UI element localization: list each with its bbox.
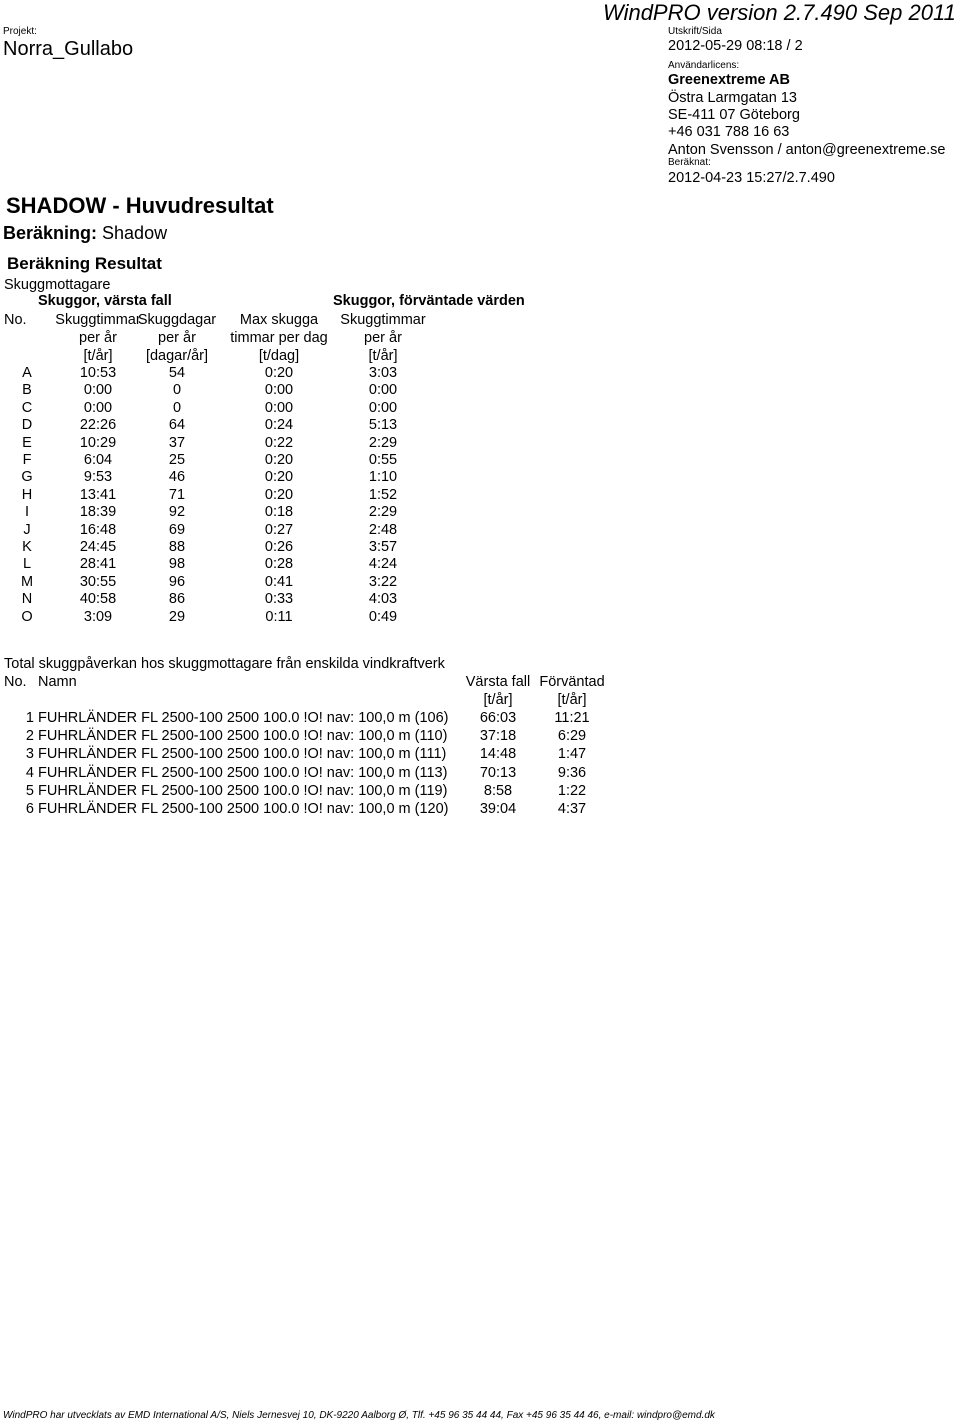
max-shadow: 0:41	[264, 573, 294, 590]
header-expected-unit: [t/år]	[557, 692, 587, 708]
license-phone: +46 031 788 16 63	[668, 124, 790, 140]
expected-hours: 0:00	[368, 399, 398, 416]
table-header-row	[0, 312, 560, 329]
table-row	[0, 591, 560, 608]
expected-hours: 3:22	[368, 573, 398, 590]
table-row	[0, 469, 560, 486]
worst-case-hours: 37:18	[479, 728, 517, 745]
header-name: Namn	[38, 674, 77, 690]
print-label: Utskrift/Sida	[668, 26, 722, 37]
table-row	[0, 609, 560, 626]
table-row	[0, 539, 560, 556]
page-title: SHADOW - Huvudresultat	[6, 193, 274, 218]
calculation-subtitle	[3, 223, 167, 244]
max-shadow: 0:26	[264, 539, 294, 555]
shadow-days: 0	[172, 382, 182, 399]
receiver-id: L	[22, 556, 32, 573]
table-header-row	[0, 330, 560, 347]
shadow-hours: 10:53	[79, 365, 117, 381]
expected-hours: 1:10	[368, 469, 398, 486]
expected-hours: 5:13	[368, 417, 398, 434]
table-row	[0, 765, 640, 783]
software-version: WindPRO version 2.7.490 Sep 2011	[603, 0, 956, 25]
shadow-hours: 3:09	[83, 608, 113, 625]
receiver-id: H	[21, 486, 33, 503]
table-row	[0, 365, 560, 382]
receivers-label: Skuggmottagare	[4, 277, 111, 293]
shadow-days: 71	[168, 486, 186, 503]
header-expected-unit: [t/år]	[368, 348, 398, 364]
project-label: Projekt:	[3, 26, 37, 37]
table-row	[0, 382, 560, 399]
table-row	[0, 574, 560, 591]
turbine-no: 5	[25, 782, 34, 799]
shadow-days: 64	[168, 417, 186, 434]
max-shadow: 0:22	[264, 434, 294, 451]
shadow-days: 92	[168, 504, 186, 521]
table-row	[0, 522, 560, 539]
shadow-days: 69	[168, 521, 186, 538]
expected-hours: 2:29	[368, 434, 398, 451]
turbines-table-title: Total skuggpåverkan hos skuggmottagare från enskilda vindkraftverk	[4, 656, 445, 672]
max-shadow: 0:28	[264, 556, 294, 573]
shadow-days: 37	[168, 434, 186, 451]
shadow-days: 98	[168, 556, 186, 573]
receiver-id: O	[21, 608, 33, 625]
shadow-hours: 28:41	[79, 556, 117, 573]
table-row	[0, 746, 640, 764]
table-row	[0, 487, 560, 504]
turbine-name: FUHRLÄNDER FL 2500-100 2500 100.0 !O! nav: 100,0 m (120)	[38, 801, 449, 817]
max-shadow: 0:20	[264, 365, 294, 381]
turbine-name: FUHRLÄNDER FL 2500-100 2500 100.0 !O! nav: 100,0 m (113)	[38, 764, 448, 781]
shadow-hours: 40:58	[79, 591, 117, 608]
worst-case-hours: 39:04	[479, 801, 517, 817]
expected-hours: 1:47	[557, 746, 587, 763]
expected-hours: 0:55	[368, 452, 398, 468]
expected-hours: 2:29	[368, 504, 398, 521]
project-name: Norra_Gullabo	[3, 38, 134, 60]
receiver-id: K	[22, 539, 32, 555]
header-worst-unit: [t/år]	[483, 692, 513, 708]
receiver-id: D	[21, 417, 33, 434]
table-header-row	[0, 674, 640, 692]
table-row	[0, 435, 560, 452]
table-row	[0, 452, 560, 469]
expected-hours: 4:03	[368, 591, 398, 608]
receiver-id: I	[24, 504, 30, 521]
receiver-id: E	[22, 434, 32, 451]
header-hours-unit: [t/år]	[83, 348, 113, 364]
table-header-row	[0, 692, 640, 710]
receiver-id: M	[20, 573, 34, 590]
table-group-header	[0, 293, 560, 310]
receiver-id: B	[22, 382, 32, 399]
expected-hours: 6:29	[557, 728, 587, 745]
max-shadow: 0:20	[264, 486, 294, 503]
print-value: 2012-05-29 08:18 / 2	[668, 38, 803, 54]
table-row	[0, 710, 640, 728]
expected-hours: 0:00	[368, 382, 398, 399]
shadow-hours: 9:53	[83, 469, 113, 486]
header-no: No.	[4, 674, 27, 690]
header-hours-line2: per år	[79, 330, 117, 346]
receiver-id: J	[23, 521, 31, 538]
table-row	[0, 556, 560, 573]
turbine-name: FUHRLÄNDER FL 2500-100 2500 100.0 !O! nav: 100,0 m (111)	[38, 746, 447, 763]
license-address-2: SE-411 07 Göteborg	[668, 107, 800, 123]
max-shadow: 0:27	[264, 521, 294, 538]
license-label: Användarlicens:	[668, 60, 740, 71]
expected-hours: 3:57	[368, 539, 398, 555]
worst-case-hours: 66:03	[479, 710, 517, 726]
header-days: Skuggdagar	[137, 312, 217, 328]
turbine-no: 6	[25, 801, 34, 817]
max-shadow: 0:11	[265, 608, 293, 625]
shadow-hours: 24:45	[79, 539, 117, 555]
shadow-days: 46	[168, 469, 186, 486]
max-shadow: 0:33	[264, 591, 294, 608]
turbine-name: FUHRLÄNDER FL 2500-100 2500 100.0 !O! nav: 100,0 m (119)	[38, 782, 448, 799]
group-worst-case: Skuggor, värsta fall	[38, 293, 172, 309]
shadow-days: 29	[168, 608, 186, 625]
header-days-unit: [dagar/år]	[145, 348, 209, 364]
header-expected: Förväntad	[539, 674, 605, 690]
max-shadow: 0:18	[264, 504, 294, 521]
receiver-id: A	[22, 365, 32, 381]
max-shadow: 0:00	[264, 382, 294, 399]
shadow-days: 96	[168, 573, 186, 590]
license-address-1: Östra Larmgatan 13	[668, 90, 797, 106]
table-row	[0, 783, 640, 801]
expected-hours: 1:52	[368, 486, 398, 503]
turbine-no: 1	[25, 710, 34, 726]
turbine-no: 2	[25, 728, 34, 745]
header-max: Max skugga	[239, 312, 319, 328]
shadow-days: 25	[168, 452, 186, 468]
table-row	[0, 417, 560, 434]
header-expected: Skuggtimmar	[340, 312, 426, 328]
expected-hours: 11:21	[554, 710, 590, 726]
turbine-name: FUHRLÄNDER FL 2500-100 2500 100.0 !O! nav: 100,0 m (106)	[38, 710, 449, 726]
expected-hours: 0:49	[368, 608, 398, 625]
receiver-id: N	[21, 591, 33, 608]
max-shadow: 0:24	[264, 417, 294, 434]
expected-hours: 4:24	[368, 556, 398, 573]
license-company: Greenextreme AB	[668, 72, 790, 88]
header-max-unit: [t/dag]	[258, 348, 300, 364]
receiver-id: C	[21, 399, 33, 416]
license-contact: Anton Svensson / anton@greenextreme.se	[668, 142, 946, 158]
turbine-no: 3	[25, 746, 34, 763]
shadow-hours: 10:29	[79, 434, 117, 451]
header-hours: Skuggtimmar	[55, 312, 141, 328]
shadow-hours: 16:48	[79, 521, 117, 538]
turbine-name: FUHRLÄNDER FL 2500-100 2500 100.0 !O! nav: 100,0 m (110)	[38, 728, 448, 745]
shadow-hours: 6:04	[83, 452, 113, 468]
table-row	[0, 728, 640, 746]
calculation-label: Beräkning:	[3, 223, 98, 243]
shadow-hours: 0:00	[83, 382, 113, 399]
shadow-days: 0	[172, 399, 182, 416]
max-shadow: 0:20	[264, 469, 294, 486]
shadow-hours: 0:00	[83, 399, 113, 416]
table-row	[0, 400, 560, 417]
max-shadow: 0:00	[264, 399, 294, 416]
shadow-days: 86	[168, 591, 186, 608]
calculation-value: Shadow	[97, 223, 168, 243]
worst-case-hours: 8:58	[483, 782, 513, 799]
section-title: Beräkning Resultat	[7, 254, 162, 273]
shadow-days: 88	[168, 539, 186, 555]
header-days-line2: per år	[158, 330, 196, 346]
calculated-label: Beräknat:	[668, 157, 711, 168]
table-header-row	[0, 348, 560, 365]
expected-hours: 3:03	[368, 365, 398, 381]
header-max-line2: timmar per dag	[230, 330, 328, 346]
worst-case-hours: 14:48	[479, 746, 517, 763]
expected-hours: 2:48	[368, 521, 398, 538]
receiver-id: F	[22, 452, 32, 468]
footer-text: WindPRO har utvecklats av EMD International A/S, Niels Jernesvej 10, DK-9220 Aalborg Ø, Tlf. +45 96 35 44 44, Fax +45 96 35 44 46, e-mail: windpro@emd.dk	[3, 1410, 715, 1421]
expected-hours: 9:36	[557, 764, 587, 781]
header-no: No.	[4, 312, 27, 328]
header-worst: Värsta fall	[465, 674, 531, 690]
shadow-hours: 18:39	[79, 504, 117, 521]
table-row	[0, 801, 640, 819]
max-shadow: 0:20	[264, 452, 294, 468]
expected-hours: 1:22	[557, 782, 587, 799]
header-expected-line2: per år	[364, 330, 402, 346]
worst-case-hours: 70:13	[479, 764, 517, 781]
group-expected: Skuggor, förväntade värden	[333, 293, 525, 309]
shadow-days: 54	[168, 365, 186, 381]
calculated-value: 2012-04-23 15:27/2.7.490	[668, 170, 835, 186]
expected-hours: 4:37	[557, 801, 587, 817]
table-row	[0, 504, 560, 521]
shadow-hours: 22:26	[79, 417, 117, 434]
shadow-hours: 30:55	[79, 573, 117, 590]
receiver-id: G	[21, 469, 33, 486]
turbine-no: 4	[25, 764, 34, 781]
shadow-hours: 13:41	[79, 486, 117, 503]
